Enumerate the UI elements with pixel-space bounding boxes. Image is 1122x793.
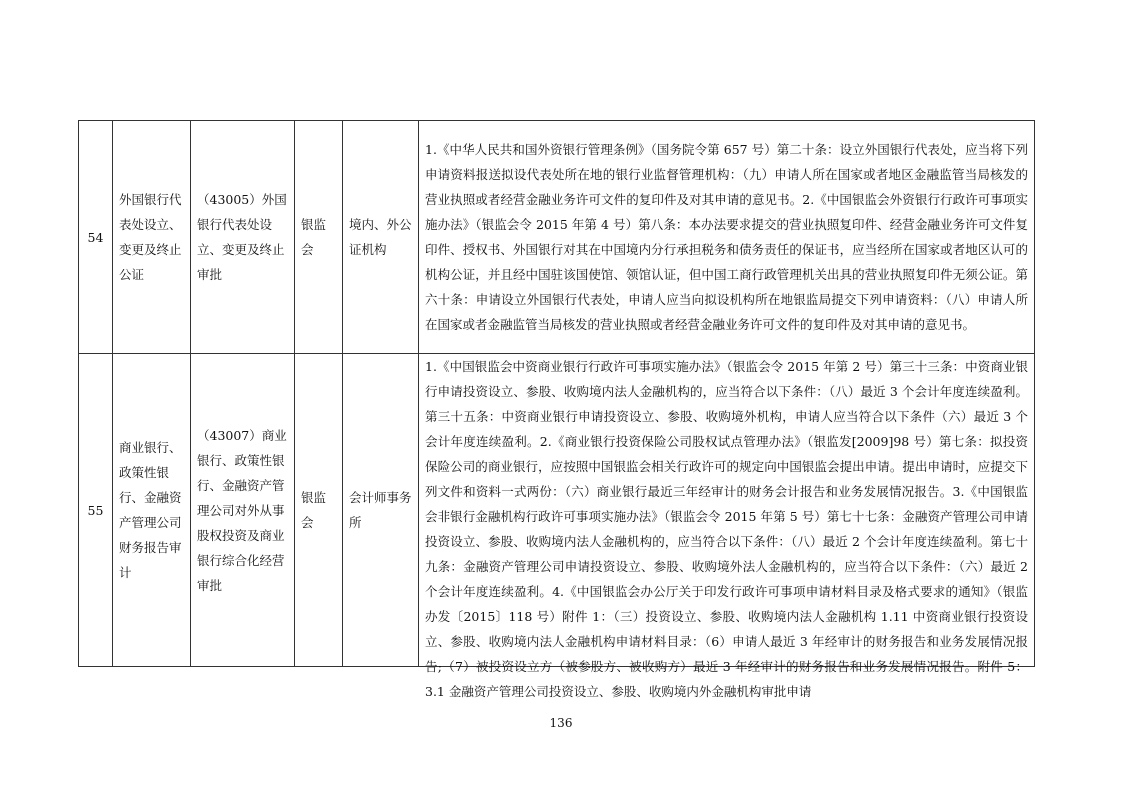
department: 银监会 <box>295 121 343 354</box>
service-item: 外国银行代表处设立、变更及终止公证 <box>113 121 191 354</box>
service-item: 商业银行、政策性银行、金融资产管理公司财务报告审计 <box>113 354 191 667</box>
legal-basis-cell <box>419 354 1035 699</box>
legal-basis-text: 1.《中华人民共和国外资银行管理条例》（国务院令第 657 号）第二十条：设立外国银行代表处，应当将下列申请资料报送拟设代表处所在地的银行业监督管理机构：（九）申请人所在国家或者地区金融监管当局核发的营业执照或者经营金融业务许可文件的复印件及对其申请的意见书。2.《中国银监会外资银行行政许可事项实施办法》（银监会令 2015 年第 4 号）第八条：本办法要求提交的营业执照复印件、经营金融业务许可文件复印件、授权书、外国银行对其在中国境内分行承担税务和债务责任的保证书，应当经所在国家或者地区认可的机构公证，并且经中国驻该国使馆、领馆认证，但中国工商行政管理机关出具的营业执照复印件无须公证。第六十条：申请设立外国银行代表处，申请人应当向拟设机构所在地银监局提交下列申请资料：（八）申请人所在国家或者金融监管当局核发的营业执照或者经营金融业务许可文件的复印件及对其申请的意见书。 <box>425 142 1028 332</box>
row-number: 55 <box>79 354 113 667</box>
page-number: 136 <box>549 716 573 730</box>
department: 银监会 <box>295 354 343 667</box>
approval-item: （43005）外国银行代表处设立、变更及终止审批 <box>191 121 295 354</box>
approval-item: （43007）商业银行、政策性银行、金融资产管理公司对外从事股权投资及商业银行综合化经营审批 <box>191 354 295 667</box>
table-row <box>79 121 1035 354</box>
legal-basis-cell <box>419 121 1035 354</box>
legal-basis-text: 1.《中国银监会中资商业银行行政许可事项实施办法》（银监会令 2015 年第 2 号）第三十三条：中资商业银行申请投资设立、参股、收购境内法人金融机构的，应当符合以下条件：（八）最近 3 个会计年度连续盈利。第三十五条：中资商业银行申请投资设立、参股、收购境外机构，申请人应当符合以下条件（六）最近 3 个会计年度连续盈利。2.《商业银行投资保险公司股权试点管理办法》（银监发[2009]98 号）第七条：拟投资保险公司的商业银行，应按照中国银监会相关行政许可的规定向中国银监会提出申请。提出申请时，应提交下列文件和资料一式两份：（六）商业银行最近三年经审计的财务会计报告和业务发展情况报告。3.《中国银监会非银行金融机构行政许可事项实施办法》（银监会令 2015 年第 5 号）第七十七条：金融资产管理公司申请投资设立、参股、收购境内法人金融机构的，应当符合以下条件：（八）最近 2 个会计年度连续盈利。第七十九条：金融资产管理公司申请投资设立、参股、收购境外法人金融机构的，应当符合以下条件：（六）最近 2 个会计年度连续盈利。4.《中国银监会办公厅关于印发行政许可事项申请材料目录及格式要求的通知》（银监办发〔2015〕118 号）附件 1：（三）投资设立、参股、收购境内法人金融机构 1.11 中资商业银行投资设立、参股、收购境内法人金融机构申请材料目录：（6）申请人最近 3 年经审计的财务报告和业务发展情况报告;（7）被投资设立方（被参股方、被收购方）最近 3 年经审计的财务报告和业务发展情况报告。附件 5：3.1 金融资产管理公司投资设立、参股、收购境内外金融机构审批申请 <box>425 359 1028 699</box>
service-agency: 境内、外公证机构 <box>343 121 419 354</box>
service-agency: 会计师事务所 <box>343 354 419 667</box>
approval-basis-table <box>78 120 1035 699</box>
row-number: 54 <box>79 121 113 354</box>
table-row <box>79 354 1035 667</box>
